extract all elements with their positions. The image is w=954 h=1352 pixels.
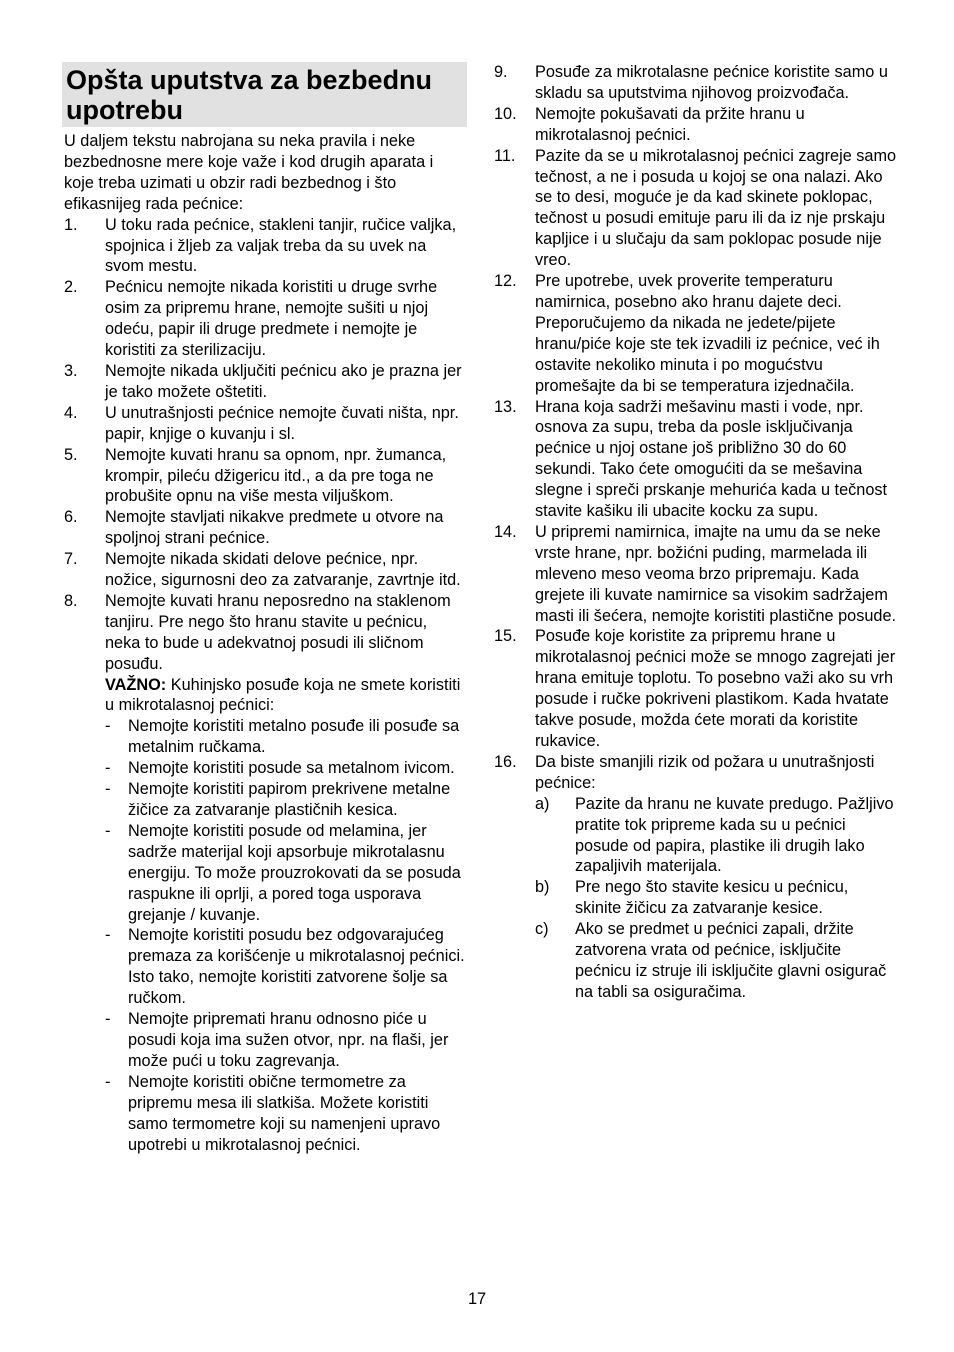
item-number: 16.	[494, 752, 517, 771]
dash-marker: -	[105, 759, 111, 778]
item-number: 12.	[494, 272, 517, 291]
list-item	[494, 397, 897, 522]
intro-paragraph: U daljem tekstu nabrojana su neka pravila i neke bezbednosne mere koje važe i kod drugih aparata i koje treba uzimati u obzir radi bezbednog i što efikasnijeg rada pećnice:	[64, 132, 434, 213]
list-item	[64, 549, 467, 591]
item-text: Da biste smanjili rizik od požara u unutrašnjosti pećnice:	[535, 752, 875, 792]
item-number: 9.	[494, 63, 508, 81]
list-item	[494, 62, 897, 104]
sub-text: Pre nego što stavite kesicu u pećnicu, skinite žičicu za zatvaranje kesice.	[575, 878, 849, 918]
item-number: 14.	[494, 522, 517, 541]
item-text: Posuđe za mikrotalasne pećnice koristite samo u skladu sa uputstvima njihovog proizvođača.	[535, 63, 888, 102]
dash-marker: -	[105, 926, 111, 945]
sub-text: Ako se predmet u pećnici zapali, držite zatvorena vrata od pećnice, isključite pećnicu iz struje ili isključite glavni osigurač na tabli sa osiguračima.	[575, 920, 887, 1001]
dash-item	[105, 925, 467, 1009]
item-text: U unutrašnjosti pećnice nemojte čuvati ništa, npr. papir, knjige o kuvanju i sl.	[105, 403, 459, 443]
sub-text: Pazite da hranu ne kuvate predugo. Pažljivo pratite tok pripreme kada su u pećnici posude od papira, plastike ili drugih lako zapaljivih materijala.	[575, 794, 894, 876]
item-number: 3.	[64, 361, 78, 380]
item-number: 4.	[64, 403, 78, 422]
list-item	[64, 507, 467, 549]
important-text: Kuhinjsko posuđe koja ne smete koristiti u mikrotalasnoj pećnici:	[105, 675, 461, 715]
item-number: 6.	[64, 508, 78, 527]
list-item	[64, 215, 467, 278]
item-text: Pre upotrebe, uvek proverite temperaturu namirnica, posebno ako hranu dajete deci. Preporučujemo da nikada ne jedete/pijete hranu/piće koje ste tek izvadili iz pećnice, već ih ostavite nekoliko minuta i po mogućstvu promešajte da bi se temperatura izjednačila.	[535, 272, 880, 395]
list-item	[64, 403, 467, 445]
item-text: Nemojte nikada uključiti pećnicu ako je prazna jer je tako možete oštetiti.	[105, 361, 462, 401]
dash-text: Nemojte koristiti metalno posuđe ili posuđe sa metalnim ručkama.	[128, 717, 460, 757]
item-text: Nemojte stavljati nikakve predmete u otvore na spoljnoj strani pećnice.	[105, 508, 444, 548]
item-body	[535, 752, 897, 1003]
sub-item	[535, 919, 897, 1003]
page-number: 17	[467, 1290, 487, 1308]
item-number: 8.	[64, 591, 78, 610]
item-text: Nemojte pokušavati da pržite hranu u mikrotalasnoj pećnici.	[535, 104, 805, 144]
item-text: Nemojte nikada skidati delove pećnice, npr. nožice, sigurnosni deo za zatvaranje, zavrtnje itd.	[105, 550, 461, 590]
item-number: 7.	[64, 550, 78, 569]
item-number: 10.	[494, 104, 517, 123]
list-item	[64, 591, 467, 1155]
dash-marker: -	[105, 821, 111, 840]
item-number: 5.	[64, 445, 78, 464]
dash-text: Nemojte koristiti posudu bez odgovarajućeg premaza za korišćenje u mikrotalasnoj pećnici. Isto tako, nemojte koristiti zatvorene šolje sa ručkom.	[128, 926, 465, 1008]
right-column	[492, 62, 897, 1003]
sub-item	[535, 794, 897, 878]
dash-item	[105, 779, 467, 821]
dash-text: Nemojte koristiti obične termometre za pripremu mesa ili slatkiša. Možete koristiti samo termometre koji su namenjeni upravo upotrebi u mikrotalasnoj pećnici.	[128, 1072, 441, 1154]
item-number: 1.	[64, 215, 78, 234]
item-text: U toku rada pećnice, stakleni tanjir, ručice valjka, spojnica i žljeb za valjak treba da su uvek na svom mestu.	[105, 215, 457, 276]
list-item	[494, 522, 897, 627]
item-number: 15.	[494, 627, 517, 646]
item-text: Hrana koja sadrži mešavinu masti i vode, npr. osnova za supu, treba da posle isključivanja pećnice u njoj ostane još približno 30 do 60 sekundi. Tako ćete omogućiti da se mešavina slegne i spreči prskanje mehurića kada u tečnost stavite kašiku ili ubacite kocku za supu.	[535, 397, 888, 521]
list-item	[64, 361, 467, 403]
list-item	[64, 445, 467, 508]
item-number: 11.	[494, 146, 516, 165]
dash-marker: -	[105, 780, 111, 799]
item-text: Posuđe koje koristite za pripremu hrane u mikrotalasnoj pećnici može se mnogo zagrejati jer hrana emituje toplotu. To posebno važi ako su vrh posude i ručke pokriveni plastikom. Kada hvatate takve posude, možda ćete morati da koristite rukavice.	[535, 627, 896, 750]
sub-marker: a)	[535, 794, 550, 813]
item-text: Pećnicu nemojte nikada koristiti u druge svrhe osim za pripremu hrane, nemojte sušiti u njoj odeću, papir ili druge predmete i nemojte je koristiti za sterilizaciju.	[105, 278, 438, 360]
item-body	[105, 591, 467, 1155]
important-label: VAŽNO:	[105, 675, 167, 694]
list-item	[494, 104, 897, 146]
important-note	[105, 675, 467, 717]
item-text: U pripremi namirnica, imajte na umu da se neke vrste hrane, npr. božićni puding, marmelada ili mleveno meso veoma brzo pripremaju. Kada grejete ili kuvate namirnice sa visokim sadržajem masti ili šećera, nemojte koristiti plastične posude.	[535, 522, 897, 625]
dash-item	[105, 1072, 467, 1156]
list-item	[494, 752, 897, 1003]
dash-item	[105, 758, 467, 779]
dash-item	[105, 1009, 467, 1072]
list-item	[494, 146, 897, 271]
section-heading: Opšta uputstva za bezbednu upotrebu	[62, 62, 467, 127]
dash-text: Nemojte koristiti posude od melamina, jer sadrže materijal koji apsorbuje mikrotalasnu energiju. To može prouzrokovati da se posuda raspukne ili oprlji, a pored toga usporava grejanje / kuvanje.	[128, 821, 461, 924]
left-column	[62, 62, 467, 1155]
list-item	[494, 271, 897, 396]
dash-marker: -	[105, 717, 111, 736]
item-text: Nemojte kuvati hranu neposredno na staklenom tanjiru. Pre nego što hranu stavite u pećnicu, neka to bude u adekvatnoj posudi ili sličnom posuđu.	[105, 591, 451, 673]
item-text: Nemojte kuvati hranu sa opnom, npr. žumanca, krompir, pileću džigericu itd., a da pre toga ne probušite opnu na više mesta viljuškom.	[105, 445, 447, 506]
sub-item	[535, 877, 897, 919]
dash-item	[105, 821, 467, 926]
sub-marker: c)	[535, 920, 549, 939]
sub-marker: b)	[535, 878, 550, 897]
list-item	[64, 277, 467, 361]
dash-text: Nemojte pripremati hranu odnosno piće u posudi koja ima sužen otvor, npr. na flaši, jer može pući u toku zagrevanja.	[128, 1010, 449, 1070]
dash-item	[105, 716, 467, 758]
dash-text: Nemojte koristiti papirom prekrivene metalne žičice za zatvaranje plastičnih kesica.	[128, 780, 451, 819]
item-text: Pazite da se u mikrotalasnoj pećnici zagreje samo tečnost, a ne i posuda u kojoj se ona nalazi. Ako se to desi, moguće je da kad skinete poklopac, tečnost u posudi emituje paru ili da iz nje prskaju kapljice i u slučaju da sam poklopac posude nije vreo.	[535, 146, 897, 270]
dash-marker: -	[105, 1010, 111, 1029]
list-item	[494, 626, 897, 751]
item-number: 13.	[494, 397, 517, 416]
item-number: 2.	[64, 278, 78, 297]
dash-text: Nemojte koristiti posude sa metalnom ivicom.	[128, 759, 455, 778]
dash-marker: -	[105, 1072, 111, 1091]
